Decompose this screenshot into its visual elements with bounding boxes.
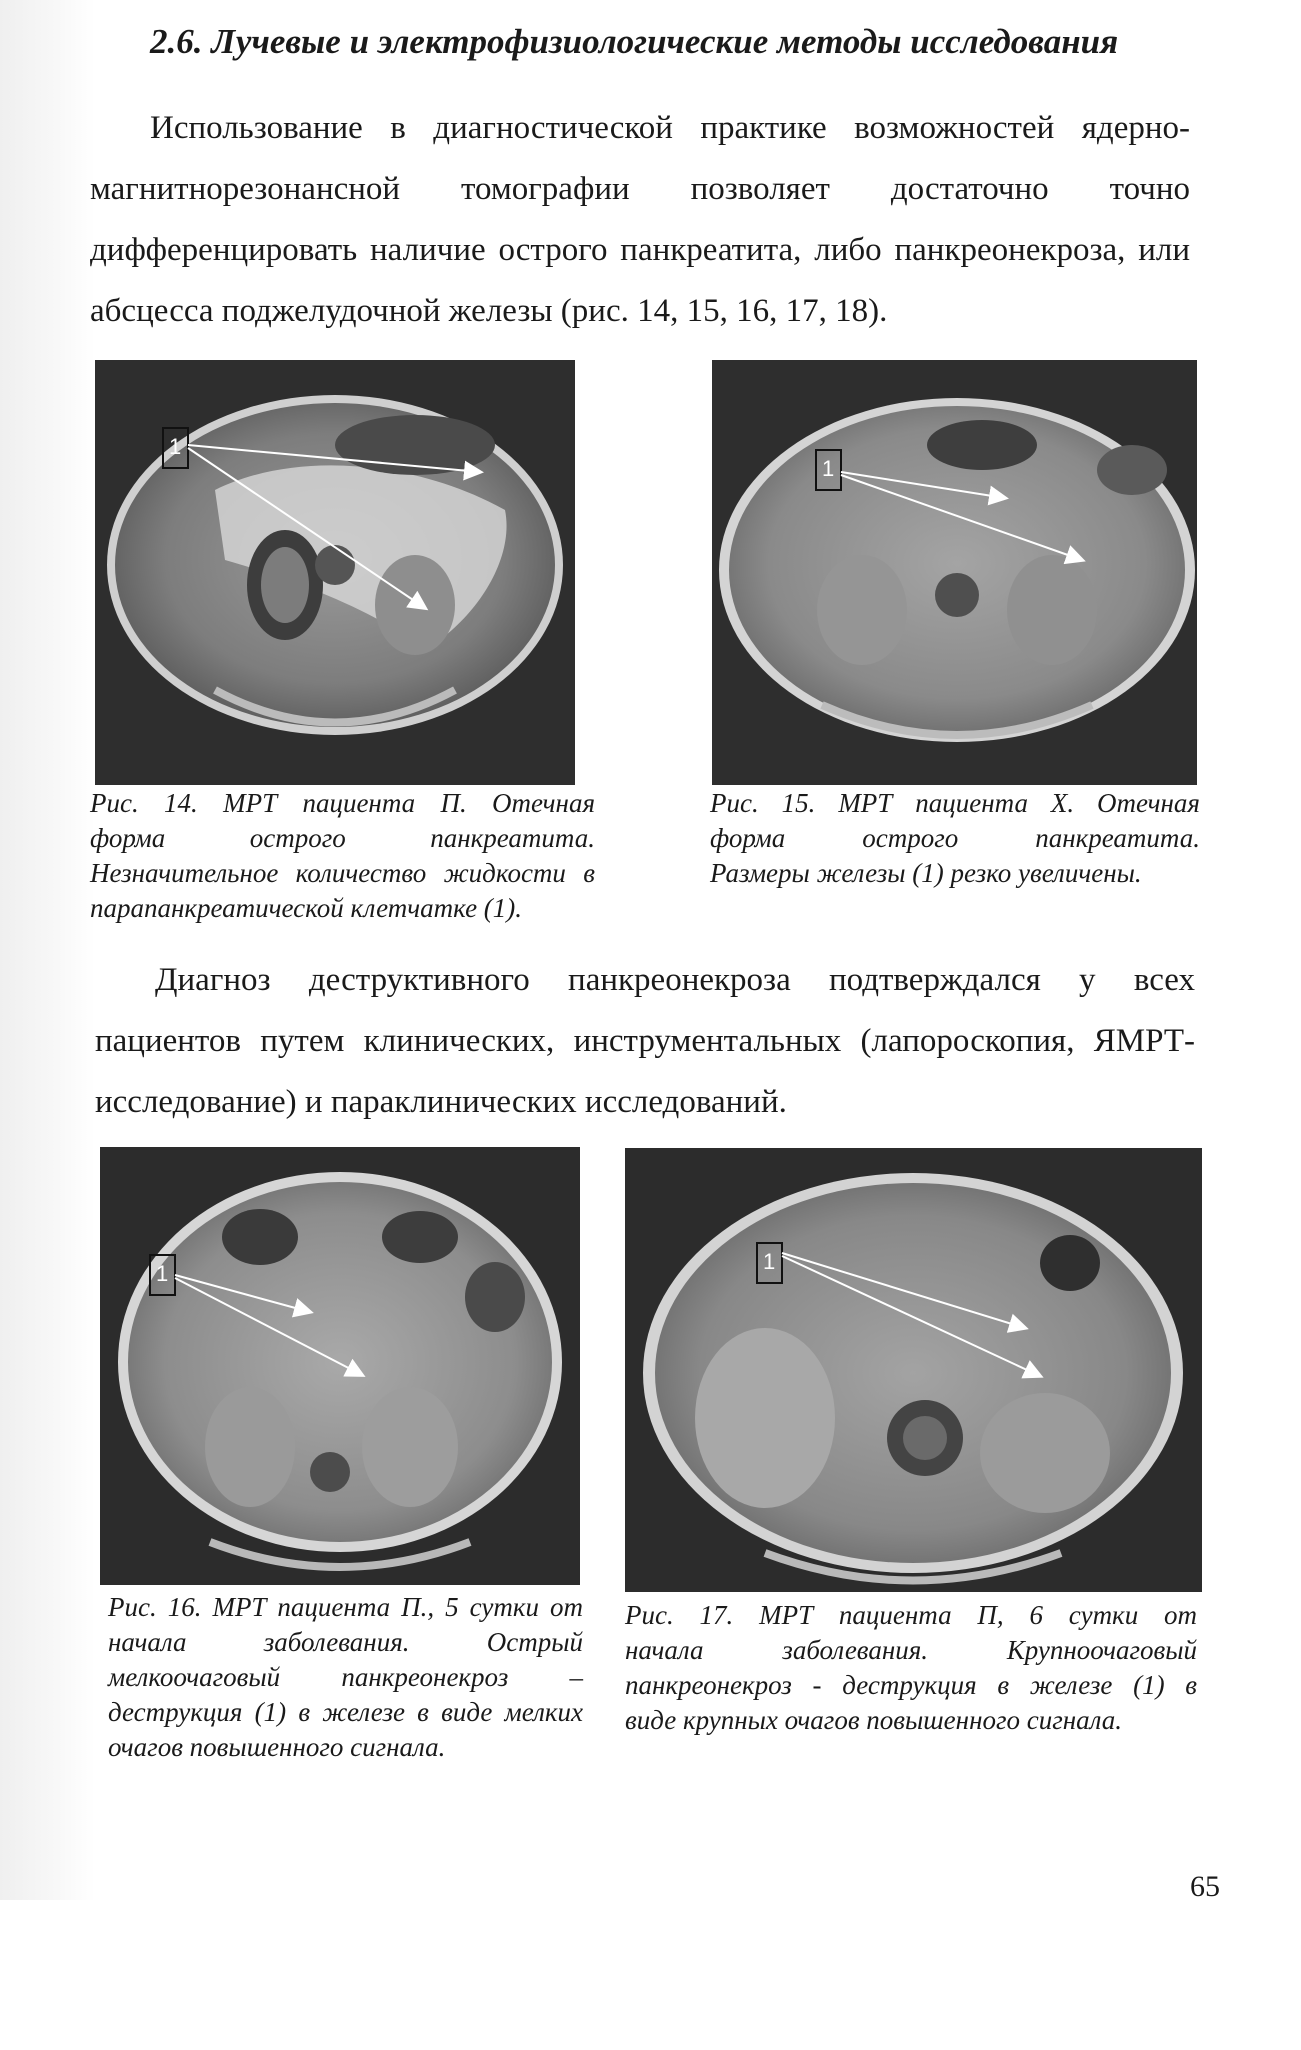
caption-line: Размеры железы (1) резко увеличены.: [710, 858, 1142, 888]
paragraph-2: [95, 950, 1195, 1133]
paragraph-line: магнитнорезонансной томографии позволяет достаточно точно: [90, 171, 1190, 207]
caption-fig15: [710, 786, 1200, 891]
paragraph-line: дифференцировать наличие острого панкреатита, либо панкреонекроза, или: [90, 232, 1190, 268]
caption-line: форма острого панкреатита.: [90, 823, 595, 853]
caption-line: деструкция (1) в железе в виде мелких: [108, 1697, 583, 1727]
paragraph-line: исследование) и параклинических исследований.: [95, 1084, 787, 1120]
caption-line: форма острого панкреатита.: [710, 823, 1200, 853]
paragraph-line: Диагноз деструктивного панкреонекроза подтверждался у всех: [155, 962, 1195, 998]
mri-image-fig17: [625, 1148, 1202, 1592]
paragraph-1: [90, 98, 1190, 342]
page-number: 65: [1190, 1870, 1220, 1903]
caption-line: Рис. 16. МРТ пациента П., 5 сутки от: [108, 1592, 583, 1622]
caption-line: мелкоочаговый панкреонекроз –: [108, 1662, 583, 1692]
caption-fig14: [90, 786, 595, 926]
caption-line: начала заболевания. Крупноочаговый: [625, 1635, 1197, 1665]
caption-fig17: [625, 1598, 1197, 1738]
mri-image-fig14: [95, 360, 575, 785]
caption-line: Незначительное количество жидкости в: [90, 858, 595, 888]
caption-line: парапанкреатической клетчатке (1).: [90, 893, 523, 923]
paragraph-line: Использование в диагностической практике возможностей ядерно-: [150, 110, 1190, 146]
mri-image-fig15: [712, 360, 1197, 785]
caption-line: Рис. 14. МРТ пациента П. Отечная: [90, 788, 595, 818]
caption-fig16: [108, 1590, 583, 1765]
fig16-marker-label: 1: [156, 1261, 169, 1286]
caption-line: виде крупных очагов повышенного сигнала.: [625, 1705, 1123, 1735]
caption-line: Рис. 17. МРТ пациента П, 6 сутки от: [625, 1600, 1197, 1630]
fig17-marker-label: 1: [763, 1249, 776, 1274]
section-heading: 2.6. Лучевые и электрофизиологические методы исследования: [150, 22, 1119, 61]
fig14-marker-label: 1: [169, 434, 182, 459]
caption-line: Рис. 15. МРТ пациента Х. Отечная: [710, 788, 1200, 818]
caption-line: панкреонекроз - деструкция в железе (1) в: [625, 1670, 1197, 1700]
paragraph-line: пациентов путем клинических, инструментальных (лапороскопия, ЯМРТ-: [95, 1023, 1195, 1059]
caption-line: очагов повышенного сигнала.: [108, 1732, 446, 1762]
fig15-marker-label: 1: [822, 456, 835, 481]
caption-line: начала заболевания. Острый: [108, 1627, 583, 1657]
paragraph-line: абсцесса поджелудочной железы (рис. 14, 15, 16, 17, 18).: [90, 293, 888, 329]
scan-edge-shadow: [0, 0, 95, 1900]
mri-image-fig16: [100, 1147, 580, 1585]
